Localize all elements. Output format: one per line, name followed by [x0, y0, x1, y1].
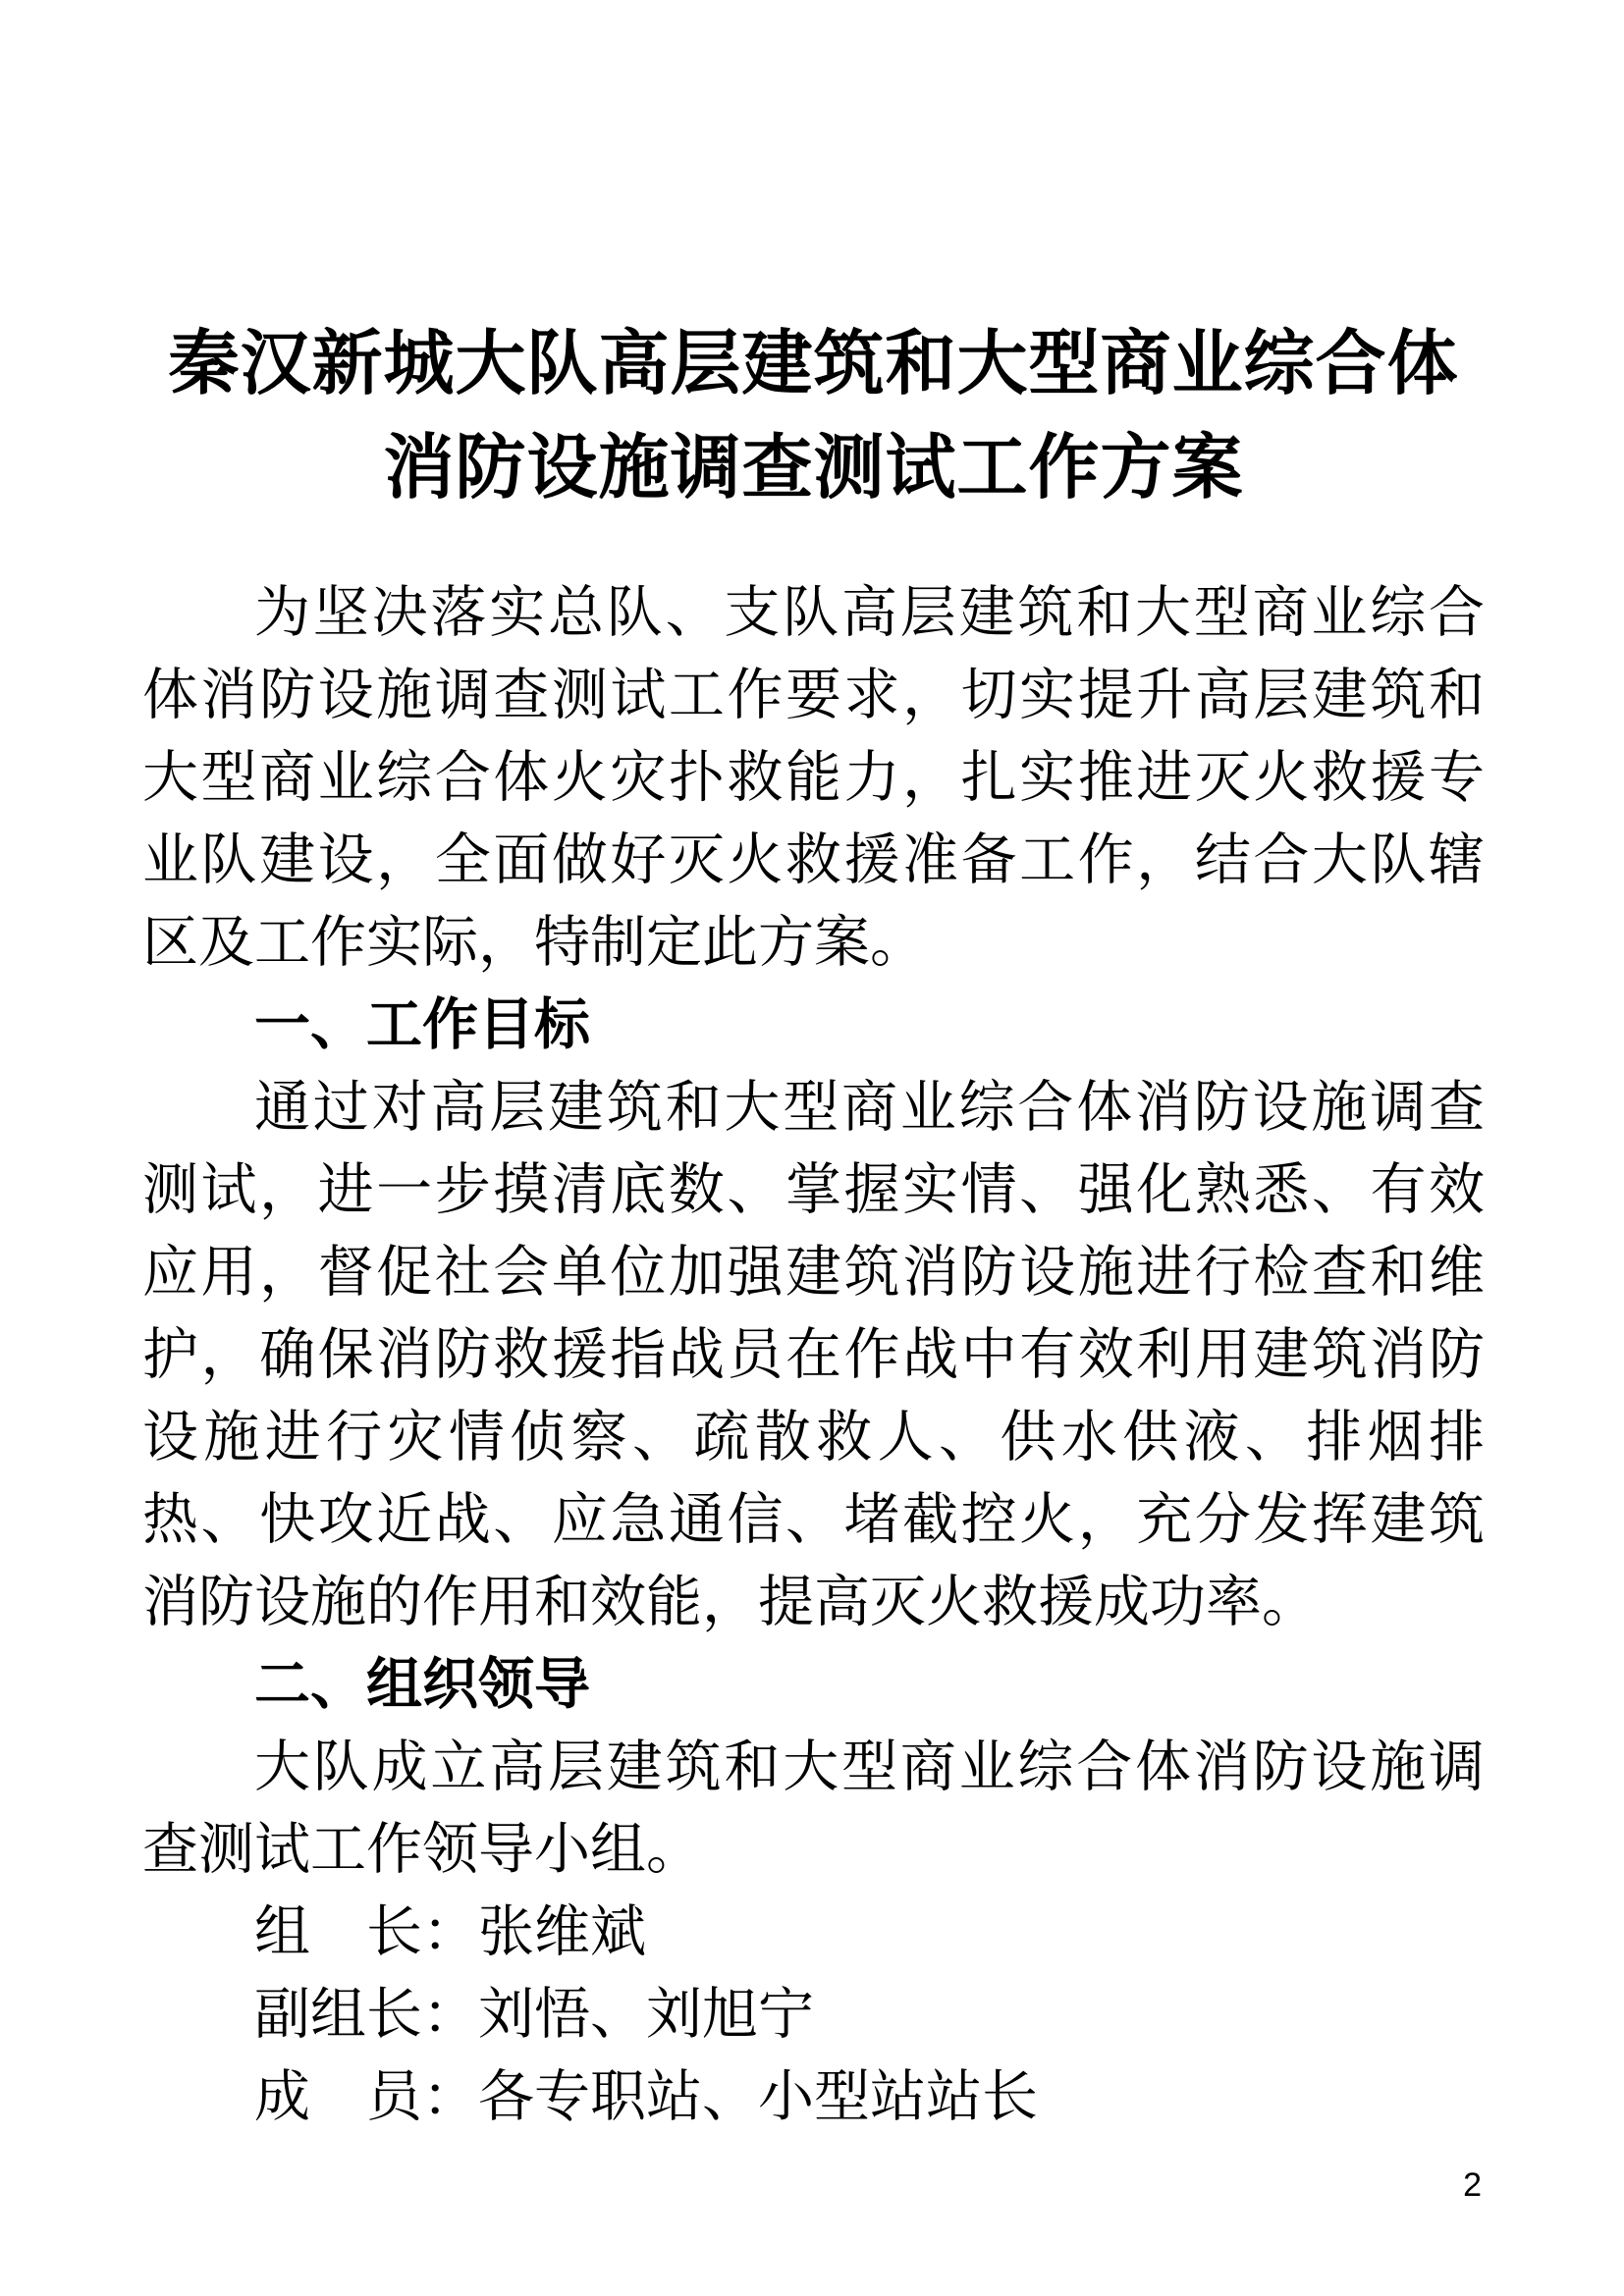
document-body [142, 571, 1485, 2138]
document-title-line-1: 秦汉新城大队高层建筑和大型商业综合体 [168, 325, 1459, 403]
page-number: 2 [1463, 2166, 1482, 2204]
section-2-paragraph: 大队成立高层建筑和大型商业综合体消防设施调查测试工作领导小组。 [142, 1735, 1485, 1881]
document-title [142, 312, 1485, 520]
roster-leader-line: 组 长：张维斌 [254, 1900, 646, 1963]
section-1-paragraph: 通过对高层建筑和大型商业综合体消防设施调查测试，进一步摸清底数、掌握实情、强化熟悉、有效应用，督促社会单位加强建筑消防设施进行检查和维护，确保消防救援指战员在作战中有效利用建筑消防设施进行灾情侦察、疏散救人、供水供液、排烟排热、快攻近战、应急通信、堵截控火，充分发挥建筑消防设施的作用和效能，提高灭火救援成功率。 [142, 1076, 1485, 1633]
intro-paragraph: 为坚决落实总队、支队高层建筑和大型商业综合体消防设施调查测试工作要求，切实提升高层建筑和大型商业综合体火灾扑救能力，扎实推进灭火救援专业队建设，全面做好灭火救援准备工作，结合大队辖区及工作实际，特制定此方案。 [142, 581, 1485, 974]
section-2-heading: 二、组织领导 [254, 1653, 590, 1716]
section-1-heading: 一、工作目标 [254, 993, 590, 1056]
roster-members-line: 成 员：各专职站、小型站站长 [254, 2065, 1038, 2128]
roster-deputy-line: 副组长：刘悟、刘旭宁 [254, 1983, 814, 2046]
document-title-line-2: 消防设施调查测试工作方案 [383, 429, 1244, 507]
